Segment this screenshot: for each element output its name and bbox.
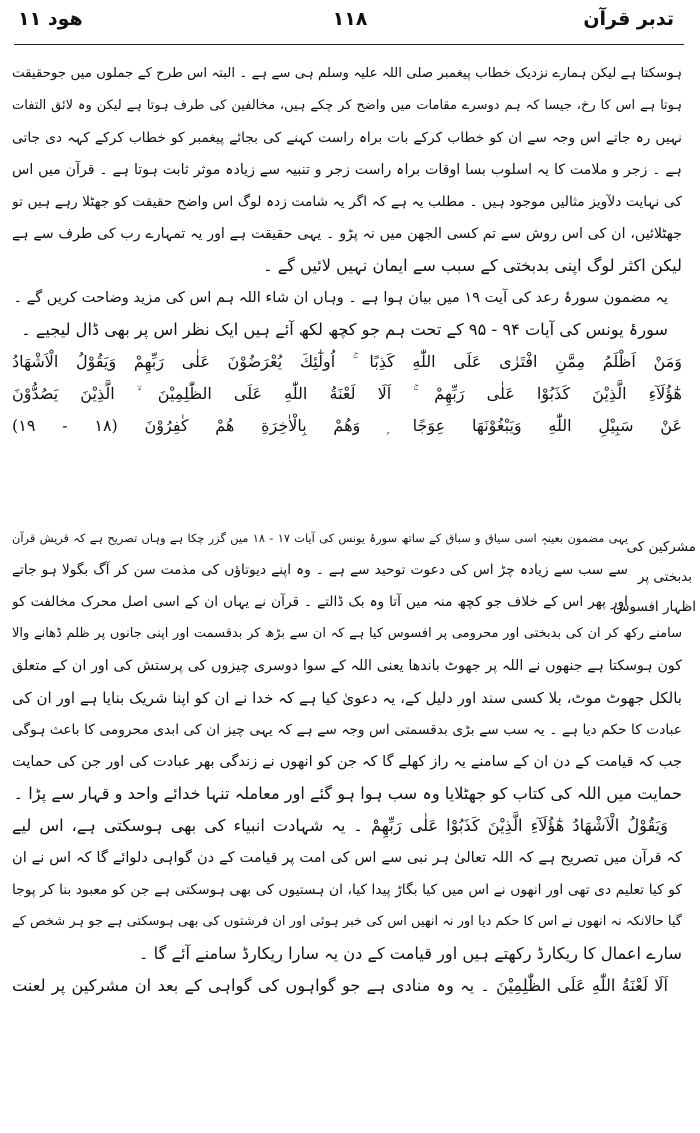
text-line: کہ قرآن میں تصریح ہے کہ اللہ تعالیٰ ہر نبی سے اس کی امت پر قیامت کے دن گواہی دلوائے گا کہ اس نے ان (12, 849, 682, 866)
text-line: یہی مضمون بعینہٖ اسی سیاق و سباق کے ساتھ سورۂ یونس کی آیات ۱۷ - ۱۸ میں گزر چکا ہے وہاں تصریح ہے کہ قریش قرآن (12, 531, 628, 545)
text-line: نہیں رہ جاتے اس وجہ سے ان کو خطاب کرکے بات براہ راست کہنے کی بجائے پیغمبر کو خطاب کرکے کہہ دی جاتی (12, 130, 682, 146)
ayah-line: هٰٓؤُلَآءِ الَّذِيْنَ كَذَبُوْا عَلٰى رَبِّهِمْ ۚ اَلَا لَعْنَةُ اللّٰهِ عَلَى الظّٰلِمِيْنَ ۙ الَّذِيْنَ يَصُدُّوْنَ (12, 384, 682, 403)
margin-note-line: مشرکین کی (626, 539, 696, 555)
margin-note-line: اظہار افسوس (612, 599, 696, 615)
text-line: حمایت میں اللہ کی کتاب کو جھٹلایا وہ سب ہوا ہو گئے اور معاملہ تنہا خدائے واحد و قہار سے پڑا ۔ (13, 784, 682, 803)
text-line: کی نہایت دلآویز مثالیں موجود ہیں ۔ مطلب یہ ہے کہ اگر یہ شامت زدہ لوگ اس واضح حقیقت کو جھٹلا رہے ہیں تو (12, 194, 682, 210)
text-line: سامنے رکھ کر ان کی بدبختی اور محرومی پر افسوس کیا ہے کہ ان سے بڑھ کر بدقسمت اور اپنی جانوں پر ظلم ڈھانے والا (12, 626, 682, 641)
header-rule (14, 44, 684, 45)
text-line: اور پھر اس کے خلاف جو کچھ منہ میں آتا وہ بک ڈالتے ۔ قرآن نے یہاں ان کے اسی اصل محرک مخالفت کو (12, 594, 628, 610)
text-line: کو کیا تعلیم دی تھی اور انھوں نے اس میں کیا بگاڑ پیدا کیا، ان ہستیوں کی بھی ہوسکتی ہے جن کو معبود بنا کر پوجا (12, 882, 682, 898)
text-line: ہوسکتا ہے لیکن ہمارے نزدیک خطاب پیغمبر صلی اللہ علیہ وسلم ہی سے ہے ۔ البتہ اس طرح کے جملوں میں جوحقیقت (12, 66, 682, 81)
text-line: گیا حالانکہ نہ انھوں نے اس کا حکم دیا اور نہ انھیں اس کی خبر ہوئی اور ان فرشتوں کی بھی ہوسکتی ہے جو ہر شخص کے (12, 914, 682, 929)
ayah-line: وَمَنْ اَظْلَمُ مِمَّنِ افْتَرٰى عَلَى اللّٰهِ كَذِبًا ۚ اُولٰٓئِكَ يُعْرَضُوْنَ عَلٰى رَبِّهِمْ وَيَقُوْلُ الْاَشْهَادُ (12, 352, 682, 371)
text-line: یہ مضمون سورۂ رعد کی آیت ۱۹ میں بیان ہوا ہے ۔ وہاں ان شاء اللہ ہم اس کی مزید وضاحت کریں گے ۔ (13, 289, 668, 306)
margin-note-line: بدبختی پر (637, 569, 693, 585)
margin-note (612, 532, 696, 622)
text-line: جب کہ قیامت کے دن ان کے سامنے یہ راز کھلے گا کہ جن کو انھوں نے زندگی بھر عبادت کی اور جن کی حمایت (12, 753, 682, 770)
text-line: ہوتا ہے اس کا رخ، جیسا کہ ہم دوسرے مقامات میں واضح کر چکے ہیں، مخالفین کی طرف ہوتا ہے لیکن وہ لائق التفات (12, 98, 682, 113)
commentary-block-1 (12, 58, 682, 442)
commentary-block-3 (12, 618, 682, 1002)
text-line: سارے اعمال کا ریکارڈ رکھتے ہیں اور قیامت کے دن یہ سارا ریکارڈ سامنے آئے گا ۔ (139, 944, 682, 963)
text-line: سورۂ یونس کی آیات ۹۴ - ۹۵ کے تحت ہم جو کچھ لکھ آئے ہیں ایک نظر اس پر بھی ڈال لیجیے ۔ (21, 320, 668, 339)
book-title: تدبر قرآن (583, 8, 674, 30)
text-line: وَيَقُوْلُ الْاَشْهَادُ هٰٓؤُلَآءِ الَّذِيْنَ كَذَبُوْا عَلٰى رَبِّهِمْ ۔ یہ شہادت انبیاء کی بھی ہوسکتی ہے، اس لیے (12, 816, 668, 835)
commentary-block-2 (12, 522, 628, 618)
page-header (0, 0, 700, 44)
page-number: ۱۱۸ (332, 8, 368, 30)
surah-label: ھود ۱۱ (18, 8, 83, 30)
text-line: لیکن اکثر لوگ اپنی بدبختی کے سبب سے ایمان نہیں لائیں گے ۔ (263, 256, 682, 275)
text-line: جھٹلائیں، ان کی اس روش سے تم کسی الجھن میں نہ پڑو ۔ یہی حقیقت ہے اور یہ تمہارے رب کی طرف سے ہے (12, 226, 682, 242)
text-line: سے سب سے زیادہ چڑ اس کی دعوت توحید سے ہے ۔ وہ اپنے دیوتاؤں کی مذمت سن کر آگ بگولا ہو جاتے (12, 562, 628, 578)
text-line: اَلَا لَعْنَةُ اللّٰهِ عَلَى الظّٰلِمِيْنَ ۔ یہ وہ منادی ہے جو گواہوں کی گواہی کے بعد ان مشرکین پر لعنت (12, 976, 668, 995)
text-line: کون ہوسکتا ہے جنھوں نے اللہ پر جھوٹ باندھا یعنی اللہ کے سوا دوسری چیزوں کی پرستش کی اور ان کے متعلق (12, 658, 682, 674)
text-line: ہے ۔ زجر و ملامت کا یہ اسلوب بسا اوقات براہ راست زجر و تنبیہ سے زیادہ موثر ثابت ہوتا ہے ۔ قرآن میں اس (12, 162, 682, 178)
text-line: بالکل جھوٹ موٹ، بلا کسی سند اور دلیل کے، یہ دعویٰ کیا ہے کہ خدا نے ان کو اپنا شریک بنایا ہے اور ان کی (12, 689, 682, 707)
text-line: عبادت کا حکم دیا ہے ۔ یہ سب سے بڑی بدقسمتی اس وجہ سے ہے کہ یہی چیز ان کی ابدی محرومی کا باعث ہوگی (12, 722, 682, 738)
ayah-line: عَنْ سَبِيْلِ اللّٰهِ وَيَبْغُوْنَهَا عِوَجًا ۭ وَهُمْ بِالْاٰخِرَةِ هُمْ كٰفِرُوْنَ (۱۸ - ۱۹) (12, 416, 682, 435)
